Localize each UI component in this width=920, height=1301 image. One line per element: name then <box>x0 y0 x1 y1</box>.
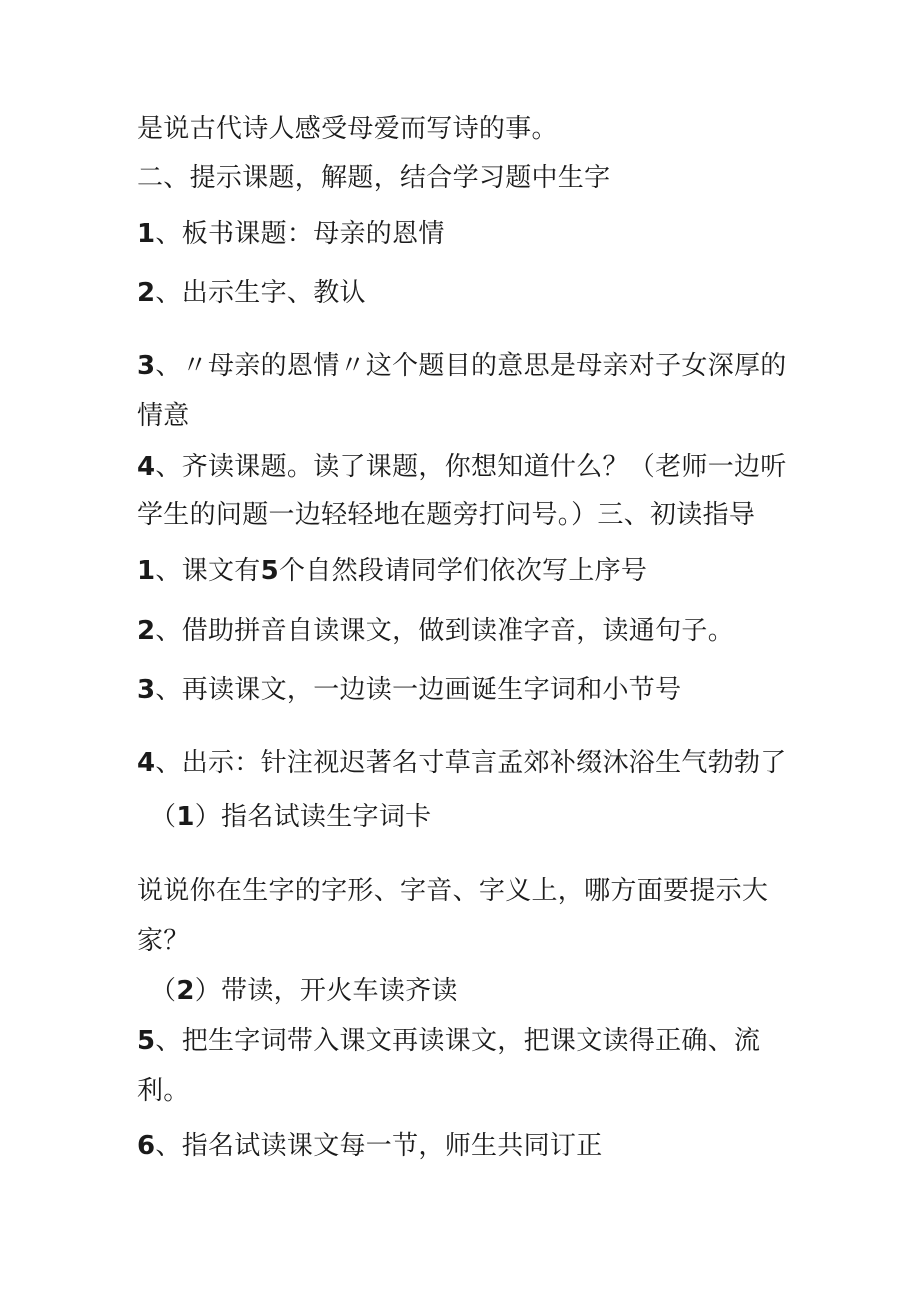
line-text: 、出示生字、教认 <box>155 278 366 308</box>
item-number: 4 <box>137 452 156 482</box>
line-text: ）带读，开火车读齐读 <box>194 976 458 1006</box>
line-text: 情意 <box>137 401 190 431</box>
line-text: 家？ <box>137 926 190 956</box>
item-number: 1 <box>176 802 195 832</box>
line-text: 、〃母亲的恩情〃这个题目的意思是母亲对子女深厚的 <box>155 351 787 381</box>
text-line <box>137 401 190 431</box>
line-text: 、齐读课题。读了课题，你想知道什么？（老师一边听 <box>155 452 787 482</box>
sub-list-item <box>150 976 458 1006</box>
line-text: ）指名试读生字词卡 <box>194 802 432 832</box>
paragraph-count: 5 <box>260 556 280 586</box>
text-line <box>137 1076 190 1106</box>
paren-open: （ <box>150 976 177 1006</box>
list-item <box>137 219 445 249</box>
list-item <box>137 556 647 586</box>
item-number: 2 <box>137 278 156 308</box>
line-text: 二、提示课题，解题，结合学习题中生字 <box>137 163 611 193</box>
list-item <box>137 616 734 646</box>
line-text: 、指名试读课文每一节，师生共同订正 <box>155 1131 603 1161</box>
line-text: 学生的问题一边轻轻地在题旁打问号。）三、初读指导 <box>137 500 756 530</box>
line-text: 、借助拼音自读课文，做到读准字音，读通句子。 <box>155 616 735 646</box>
paren-open: （ <box>150 802 177 832</box>
text-line <box>137 926 190 956</box>
list-item <box>137 1131 603 1161</box>
line-text: 是说古代诗人感受母爱而写诗的事。 <box>137 114 558 144</box>
item-number: 2 <box>176 976 195 1006</box>
sub-list-item <box>150 802 431 832</box>
line-text: 说说你在生字的字形、字音、字义上，哪方面要提示大 <box>137 876 769 906</box>
section-heading <box>137 163 610 193</box>
list-item <box>137 675 681 705</box>
list-item <box>137 452 787 482</box>
text-line <box>137 500 755 530</box>
list-item <box>137 351 787 381</box>
text-line <box>137 114 558 144</box>
line-text: 、板书课题：母亲的恩情 <box>155 219 445 249</box>
text-line <box>137 876 768 906</box>
item-number: 1 <box>137 556 156 586</box>
line-text: 个自然段请同学们依次写上序号 <box>279 556 648 586</box>
item-number: 3 <box>137 351 156 381</box>
line-text: 、课文有 <box>155 556 261 586</box>
item-number: 4 <box>137 748 156 778</box>
line-text: 、出示：针注视迟著名寸草言孟郊补缀沐浴生气勃勃了 <box>155 748 787 778</box>
line-text: 、再读课文，一边读一边画诞生字词和小节号 <box>155 675 682 705</box>
list-item <box>137 748 787 778</box>
line-text: 利。 <box>137 1076 190 1106</box>
item-number: 2 <box>137 616 156 646</box>
item-number: 3 <box>137 675 156 705</box>
list-item <box>137 1026 760 1056</box>
line-text: 、把生字词带入课文再读课文，把课文读得正确、流 <box>155 1026 761 1056</box>
list-item <box>137 278 366 308</box>
item-number: 6 <box>137 1131 156 1161</box>
item-number: 1 <box>137 219 156 249</box>
item-number: 5 <box>137 1026 156 1056</box>
